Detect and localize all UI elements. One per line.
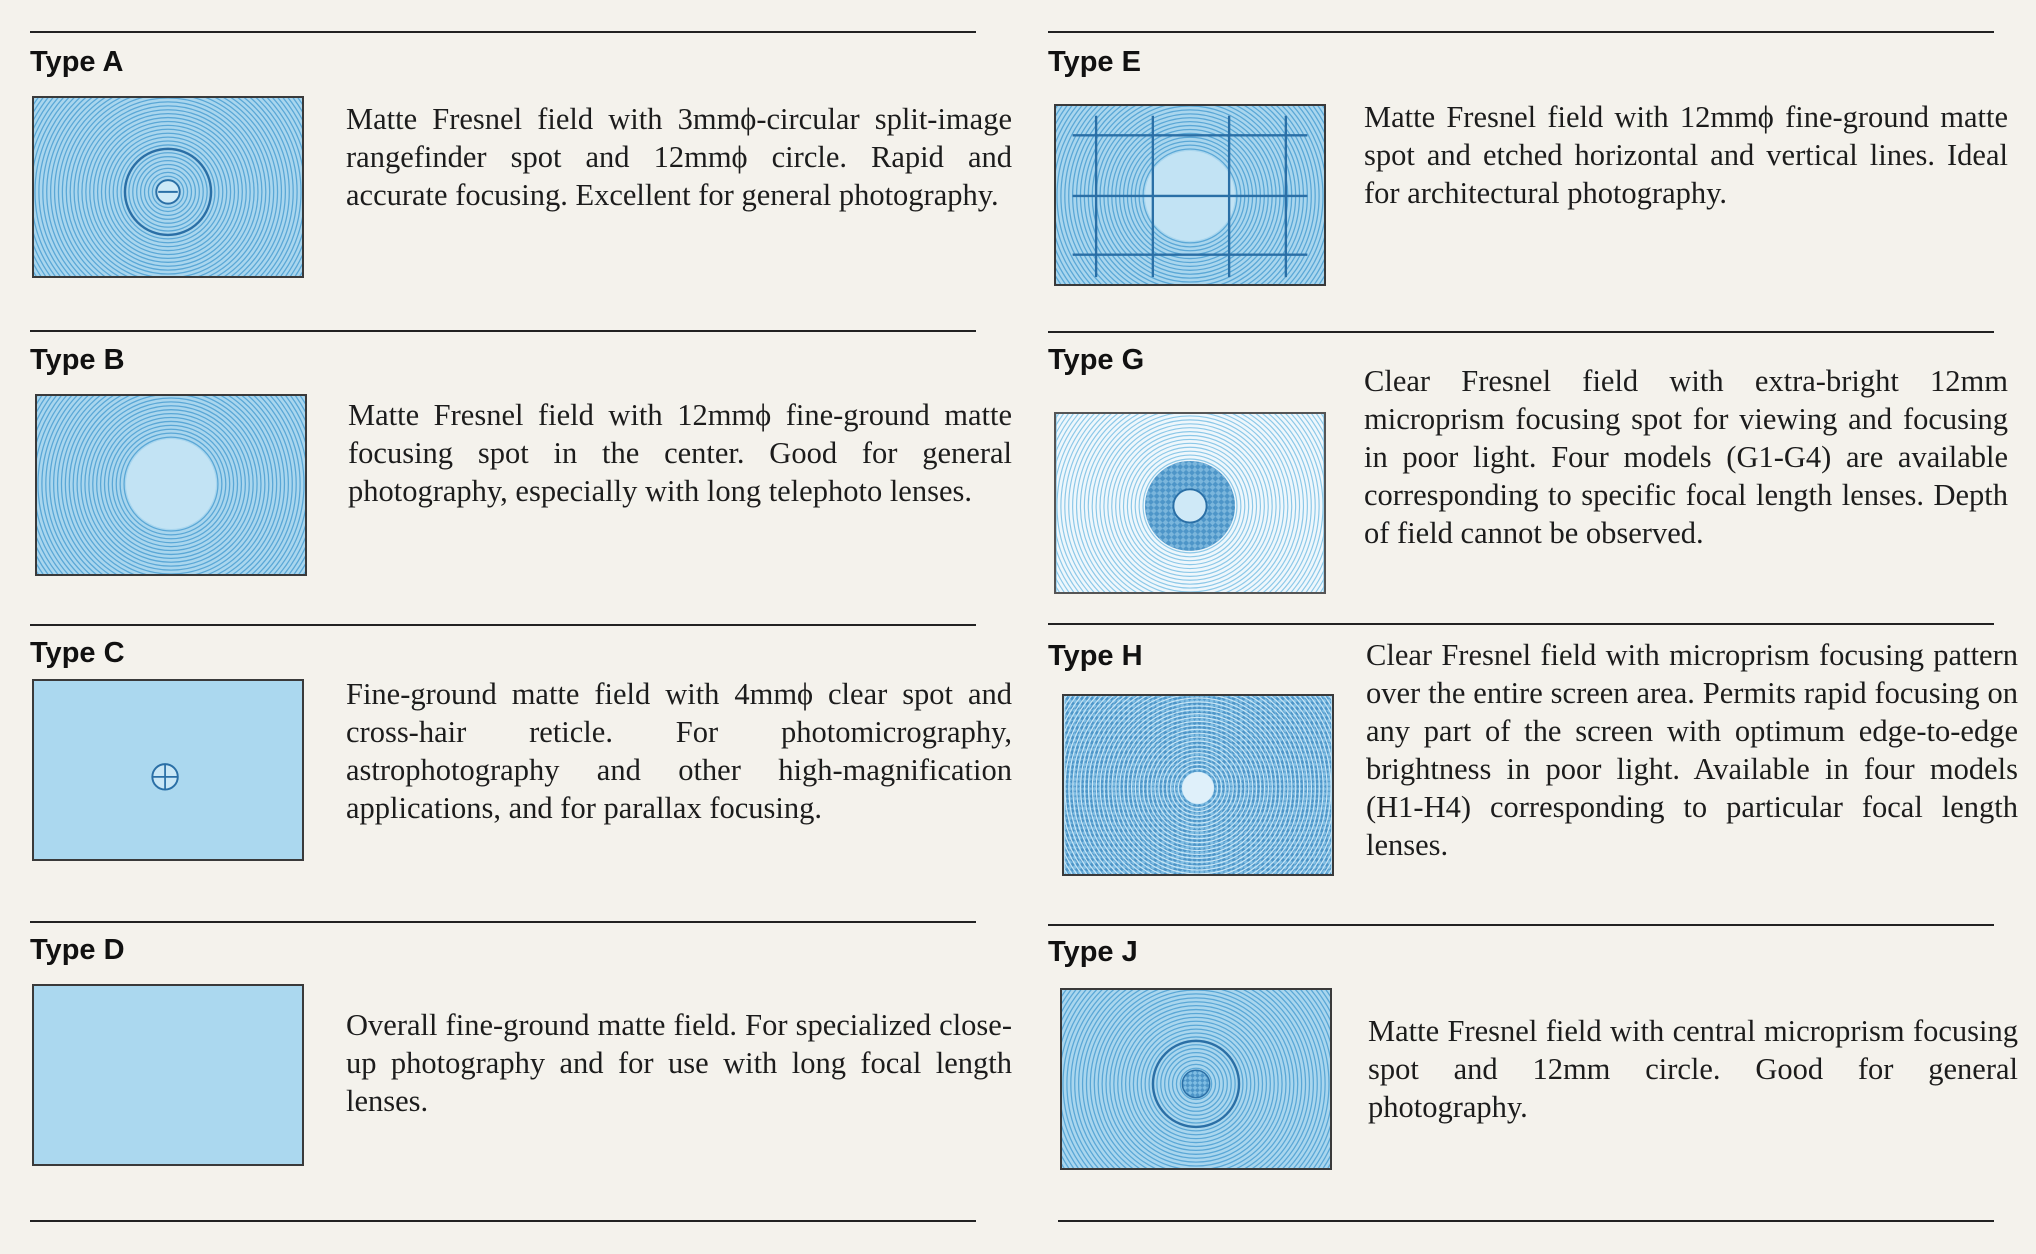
type-description: Matte Fresnel field with 3mmϕ-circular split-image rangefinder spot and 12mmϕ circle. Rapid and accurate focusing. Excellent for general photography. [346, 102, 1012, 212]
microprism-circle-screen-icon [1060, 988, 1332, 1170]
type-label: Type B [30, 344, 125, 376]
type-label: Type C [30, 637, 125, 669]
type-label: Type D [30, 934, 125, 966]
crosshair-clear-spot-screen-icon [32, 679, 304, 861]
type-description: Matte Fresnel field with 12mmϕ fine-ground matte focusing spot in the center. Good for general photography, especially with long telephoto lenses. [348, 398, 1012, 508]
divider [30, 921, 976, 923]
divider [1048, 331, 1994, 333]
type-description: Matte Fresnel field with central microprism focusing spot and 12mm circle. Good for general photography. [1368, 1014, 2018, 1124]
plain-matte-screen-icon [32, 984, 304, 1166]
type-label: Type H [1048, 640, 1143, 672]
grid-lines-screen-icon [1054, 104, 1326, 286]
type-description: Fine-ground matte field with 4mmϕ clear spot and cross-hair reticle. For photomicrography, astrophotography and other high-magnification applications, and for parallax focusing. [346, 677, 1012, 825]
type-description: Overall fine-ground matte field. For specialized close-up photography and for use with long focal length lenses. [346, 1008, 1012, 1118]
type-description: Matte Fresnel field with 12mmϕ fine-ground matte spot and etched horizontal and vertical lines. Ideal for architectural photography. [1364, 100, 2008, 210]
divider [1048, 31, 1994, 33]
full-microprism-screen-icon [1062, 694, 1334, 876]
type-label: Type J [1048, 936, 1138, 968]
type-description: Clear Fresnel field with extra-bright 12mm microprism focusing spot for viewing and focusing in poor light. Four models (G1-G4) are available corresponding to specific focal length lenses. Depth of field cannot be observed. [1364, 364, 2008, 550]
fresnel-split-image-screen-icon [32, 96, 304, 278]
fresnel-matte-spot-screen-icon [35, 394, 307, 576]
divider [30, 624, 976, 626]
divider [30, 330, 976, 332]
divider [30, 1220, 976, 1222]
type-label: Type E [1048, 46, 1141, 78]
divider [1048, 623, 1994, 625]
type-label: Type G [1048, 344, 1145, 376]
divider [1058, 1220, 1994, 1222]
type-label: Type A [30, 46, 124, 78]
bright-microprism-screen-icon [1054, 412, 1326, 594]
type-description: Clear Fresnel field with microprism focusing pattern over the entire screen area. Permits rapid focusing on any part of the screen with optimum edge-to-edge brightness in poor light. Available in four models (H1-H4) corresponding to particular focal length lenses. [1366, 638, 2018, 862]
divider [1048, 924, 1994, 926]
divider [30, 31, 976, 33]
